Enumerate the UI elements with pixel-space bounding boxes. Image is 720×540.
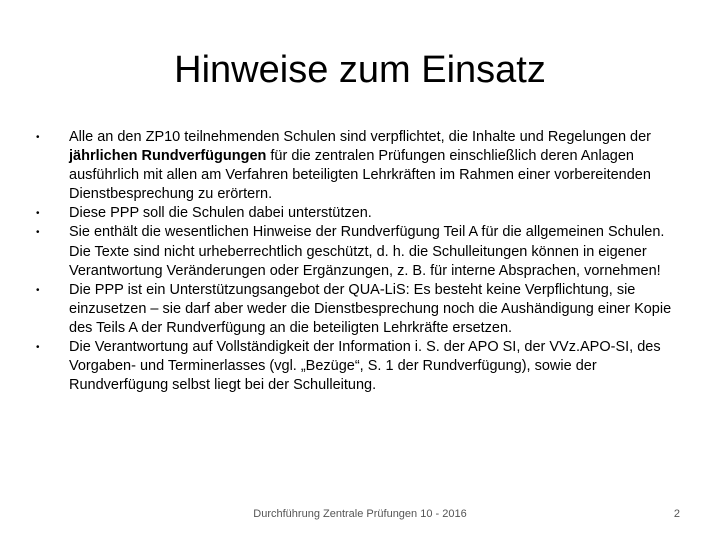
page-number: 2 xyxy=(673,508,680,520)
bullet-text-3: Sie enthält die wesentlichen Hinweise der Rundverfügung Teil A für die allgemeinen Schulen. Die Texte sind nicht urheberrechtlich geschützt, d. h. die Schulleitungen können in eigener Verantwortung Veränderungen oder Ergänzungen, z. B. für interne Absprachen, vornehmen! xyxy=(69,224,665,279)
slide-title: Hinweise zum Einsatz xyxy=(174,49,546,91)
bullet-text-1-bold: jährlichen Rundverfügungen xyxy=(69,148,267,165)
bullet-item-5 xyxy=(36,338,676,395)
footer-text: Durchführung Zentrale Prüfungen 10 - 2016 xyxy=(253,508,467,520)
bullet-text-1b: für die zentralen Prüfungen einschließlich deren Anlagen ausführlich mit allen am Verfahren beteiligten Lehrkräften im Rahmen einer vorbereitenden Dienstbesprechung zu erörtern. xyxy=(69,148,651,203)
bullet-marker: • xyxy=(36,284,40,296)
bullet-marker: • xyxy=(36,208,40,220)
bullet-marker: • xyxy=(36,342,40,354)
bullet-item-1 xyxy=(36,128,676,204)
bullet-text-1a: Alle an den ZP10 teilnehmenden Schulen sind verpflichtet, die Inhalte und Regelungen der xyxy=(69,129,652,145)
bullet-marker: • xyxy=(36,227,40,239)
bullet-item-4 xyxy=(36,281,676,338)
bullet-text-4: Die PPP ist ein Unterstützungsangebot der QUA-LiS: Es besteht keine Verpflichtung, sie einzusetzen – sie darf aber weder die Dienstbesprechung noch die Aushändigung einer Kopie des Teils A der Rundverfügung an die beteiligten Lehrkräfte ersetzen. xyxy=(69,281,672,336)
bullet-item-2 xyxy=(36,204,676,223)
bullet-marker: • xyxy=(36,132,40,143)
bullet-text-2: Diese PPP soll die Schulen dabei unterstützen. xyxy=(69,205,372,222)
bullet-list xyxy=(36,128,676,395)
bullet-text-5: Die Verantwortung auf Vollständigkeit der Information i. S. der APO SI, der VVz.APO-SI, des Vorgaben- und Terminerlasses (vgl. „Bezüge“, S. 1 der Rundverfügung), sowie der Rundverfügung selbst liegt bei der Schulleitung. xyxy=(69,339,661,394)
bullet-item-3 xyxy=(36,223,676,280)
